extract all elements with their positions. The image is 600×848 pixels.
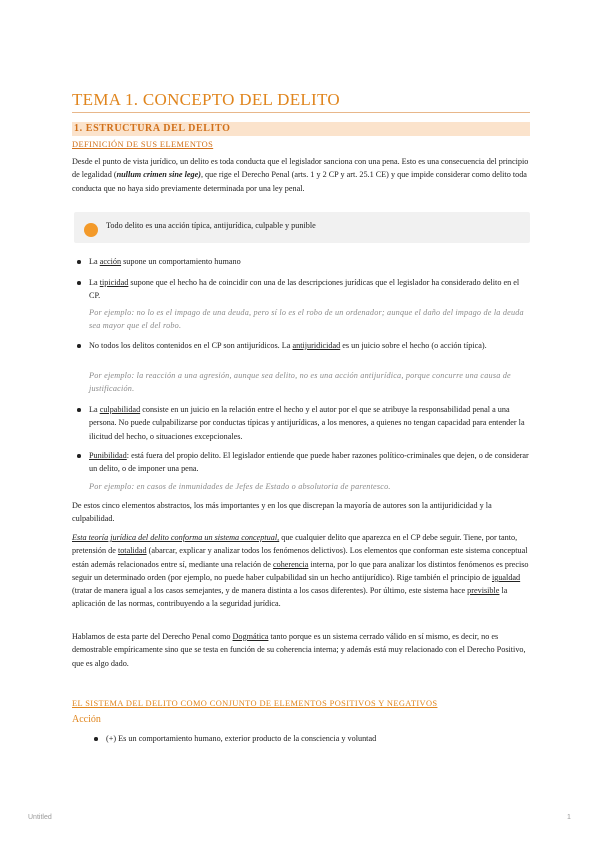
callout-text: Todo delito es una acción típica, antijurídica, culpable y punible <box>106 221 316 230</box>
list-item <box>72 339 530 352</box>
bullet-text: es un juicio sobre el hecho (o acción típica). <box>340 341 487 350</box>
list-item <box>72 732 530 745</box>
bullet-text: La <box>89 257 100 266</box>
title-divider <box>72 112 530 113</box>
term-coherencia: coherencia <box>272 559 309 569</box>
dogma-paragraph <box>72 630 530 670</box>
paragraph-text: la aplicación de las normas, contribuyendo a la seguridad jurídica. <box>72 586 508 609</box>
section-subheading: EL SISTEMA DEL DELITO COMO CONJUNTO DE ELEMENTOS POSITIVOS Y NEGATIVOS <box>72 699 438 708</box>
example-text: Por ejemplo: en casos de inmunidades de Jefes de Estado o absolutoria de parentesco. <box>89 482 391 491</box>
term-igualdad: igualdad <box>491 572 521 582</box>
example-text: Por ejemplo: la reacción a una agresión, aunque sea delito, no es una acción antijurídica, porque concurre una causa de justificación. <box>89 371 511 394</box>
term-totalidad: totalidad <box>117 546 147 556</box>
bullet-icon <box>94 737 98 741</box>
bullet-text: (+) Es un comportamiento humano, exterior producto de la consciencia y voluntad <box>106 734 377 743</box>
paragraph-text: Hablamos de esta parte del Derecho Penal como <box>72 632 233 641</box>
system-paragraph <box>72 531 530 611</box>
intro-text-1: Desde el punto de vista jurídico, un delito es toda conducta que el legislador sanciona con una pena. Esto es una consecuencia del principio de legalidad ( <box>72 157 529 180</box>
paragraph-text: tanto porque es un sistema cerrado válido en sí mismo, es decir, no es demostrable empíricamente sino que se testa en función de su coherencia interna; y además está muy relacionado con el Derecho Positivo, que es algo dado. <box>72 632 526 668</box>
bullet-icon <box>77 281 81 285</box>
intro-text-3: , que rige el Derecho Penal (arts. 1 y 2 CP y art. 25.1 CE) y que impide considerar como delito toda conducta que no haya sido previamente determinada por una ley penal. <box>72 170 527 193</box>
term-previsible: previsible <box>467 586 500 596</box>
footer-title: Untitled <box>28 814 52 821</box>
term-punibilidad: Punibilidad <box>89 451 127 460</box>
bullet-icon <box>77 454 81 458</box>
section-heading: 1. ESTRUCTURA DEL DELITO <box>72 122 530 136</box>
bullet-text: supone un comportamiento humano <box>121 257 241 266</box>
emphasis-lead: Esta teoría jurídica del delito conforma un sistema conceptual, <box>72 533 280 542</box>
bullet-icon <box>77 344 81 348</box>
bullet-icon <box>77 408 81 412</box>
list-item <box>72 255 530 268</box>
callout-box <box>74 212 530 243</box>
subsection-heading: Acción <box>72 714 101 725</box>
intro-latin: nullum crimen sine lege) <box>116 170 201 180</box>
term-dogmatica: Dogmática <box>232 632 269 641</box>
intro-paragraph <box>72 155 530 195</box>
list-item <box>72 276 530 303</box>
bullet-text: supone que el hecho ha de coincidir con una de las descripciones jurídicas que el legislador ha considerado delito en el CP. <box>89 278 520 301</box>
bullet-text: La <box>89 278 100 287</box>
paragraph-text: que cualquier delito que aparezca en el CP debe seguir. Tiene, por tanto, pretensión de <box>72 533 518 556</box>
list-item <box>72 403 530 443</box>
bullet-text: La <box>89 405 100 414</box>
callout-icon <box>84 223 98 237</box>
term-tipicidad: tipicidad <box>99 278 129 287</box>
page-title: TEMA 1. CONCEPTO DEL DELITO <box>72 90 340 109</box>
term-culpabilidad: culpabilidad <box>99 405 141 414</box>
page-number: 1 <box>567 814 571 821</box>
term-accion: acción <box>99 257 122 266</box>
bullet-text: : está fuera del propio delito. El legislador entiende que puede haber razones político-criminales que dejen, o de considerar un delito, o de imponer una pena. <box>89 451 529 474</box>
paragraph-text: interna, por lo que para analizar los distintos fenómenos es preciso seguir un determinado orden (por ejemplo, no puede haber culpabilidad sin un hecho antijurídico). Rige también el principio de <box>72 559 529 582</box>
list-item <box>72 449 530 476</box>
paragraph-text: De estos cinco elementos abstractos, los más importantes y en los que discrepan la mayoría de autores son la antijuridicidad y la culpabilidad. <box>72 501 492 524</box>
bullet-text: No todos los delitos contenidos en el CP son antijurídicos. La <box>89 341 293 350</box>
bullet-icon <box>77 260 81 264</box>
term-antijuridicidad: antijuridicidad <box>292 341 341 350</box>
bullet-text: consiste en un juicio en la relación entre el hecho y el autor por el que se atribuye la responsabilidad penal a una persona. No puede culpabilizarse por conductas típicas y antijurídicas, a los menores, a quienes no tengan capacidad para entender la ilicitud del hecho, o situaciones excepcionales. <box>89 405 525 441</box>
abstract-paragraph <box>72 499 530 526</box>
subheading: DEFINICIÓN DE SUS ELEMENTOS <box>72 140 214 149</box>
paragraph-text: (abarcar, explicar y analizar todos los fenómenos delictivos). Los elementos que conforman este sistema conceptual están además relacionados entre sí, mediante una relación de <box>72 546 528 569</box>
paragraph-text: (tratar de manera igual a los casos semejantes, y de manera distinta a los casos diferentes). Por último, este sistema hace <box>72 586 468 596</box>
example-text: Por ejemplo: no lo es el impago de una deuda, pero sí lo es el robo de un ordenador; aunque el daño del impago de la deuda sea mayor que el del robo. <box>89 308 524 331</box>
